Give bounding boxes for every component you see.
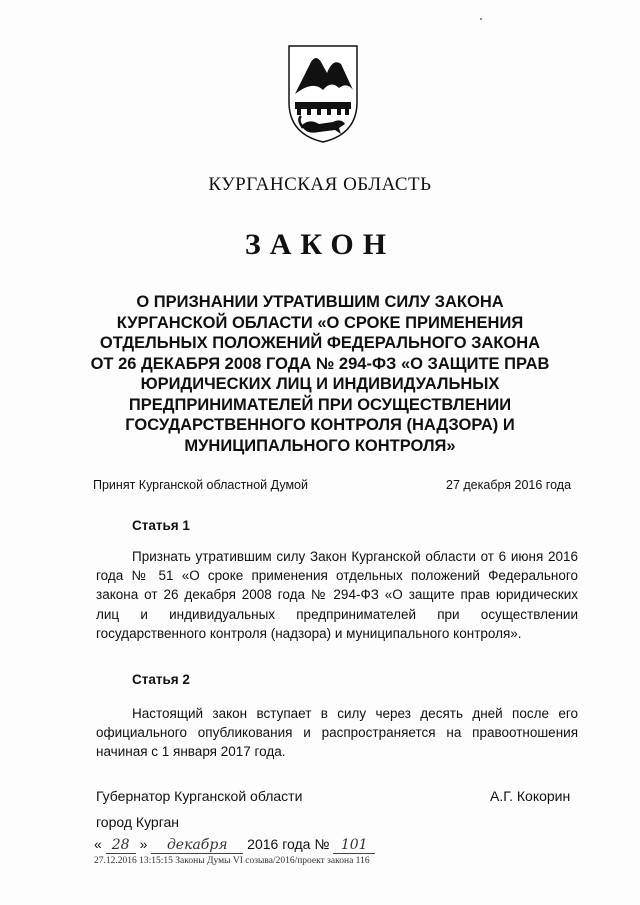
- law-title: [70, 292, 570, 456]
- law-title-line: О ПРИЗНАНИИ УТРАТИВШИМ СИЛУ ЗАКОНА: [136, 293, 504, 311]
- law-title-line: ЮРИДИЧЕСКИХ ЛИЦ И ИНДИВИДУАЛЬНЫХ: [140, 375, 500, 393]
- law-title-line: ПРЕДПРИНИМАТЕЛЕЙ ПРИ ОСУЩЕСТВЛЕНИИ: [128, 395, 512, 414]
- year-text: 2016 года №: [247, 836, 330, 852]
- close-quote: »: [139, 836, 148, 852]
- handwritten-law-number: 101: [333, 837, 375, 854]
- adopted-by-text: Принят Курганской областной Думой: [93, 478, 308, 492]
- signing-city: город Курган: [96, 814, 180, 830]
- handwritten-day: 28: [106, 837, 136, 854]
- law-title-line: ОТДЕЛЬНЫХ ПОЛОЖЕНИЙ ФЕДЕРАЛЬНОГО ЗАКОНА: [99, 334, 541, 352]
- law-title-line: МУНИЦИПАЛЬНОГО КОНТРОЛЯ»: [184, 436, 456, 455]
- article-1-text: [96, 547, 578, 643]
- open-quote: «: [94, 836, 102, 852]
- region-name: КУРГАНСКАЯ ОБЛАСТЬ: [208, 174, 432, 195]
- governor-name: А.Г. Кокорин: [490, 788, 571, 804]
- law-title-line: ГОСУДАРСТВЕННОГО КОНТРОЛЯ (НАДЗОРА) И: [125, 416, 515, 434]
- law-title-line: ОТ 26 ДЕКАБРЯ 2008 ГОДА № 294-ФЗ «О ЗАЩИТЕ ПРАВ: [90, 354, 550, 373]
- article-1-heading: Статья 1: [132, 518, 190, 533]
- scan-speck: [480, 18, 482, 20]
- document-type-title: ЗАКОН: [244, 228, 396, 261]
- coat-of-arms-emblem: [283, 40, 363, 144]
- file-path-footer: 27.12.2016 13:15:15 Законы Думы VI созыва/2016/проект закона 116: [94, 856, 370, 866]
- article-2-heading: Статья 2: [132, 672, 190, 687]
- article-2-body: Настоящий закон вступает в силу через десять дней после его официального опубликования и распространяется на правоотношения начиная с 1 января 2017 года.: [96, 706, 578, 760]
- law-title-line: КУРГАНСКОЙ ОБЛАСТИ «О СРОКЕ ПРИМЕНЕНИЯ: [116, 313, 524, 332]
- article-1-body: Признать утратившим силу Закон Курганской области от 6 июня 2016 года № 51 «О сроке применения отдельных положений Федерального закона от 26 декабря 2008 года № 294-ФЗ «О защите прав юридических лиц и индивидуальных предпринимателей при осуществлении государственного контроля (надзора) и муниципального контроля».: [96, 549, 578, 641]
- signing-date-line: [94, 836, 375, 854]
- handwritten-month: декабря: [151, 837, 243, 854]
- adoption-date: 27 декабря 2016 года: [446, 478, 572, 492]
- article-2-text: [96, 704, 578, 762]
- governor-title: Губернатор Курганской области: [96, 788, 303, 804]
